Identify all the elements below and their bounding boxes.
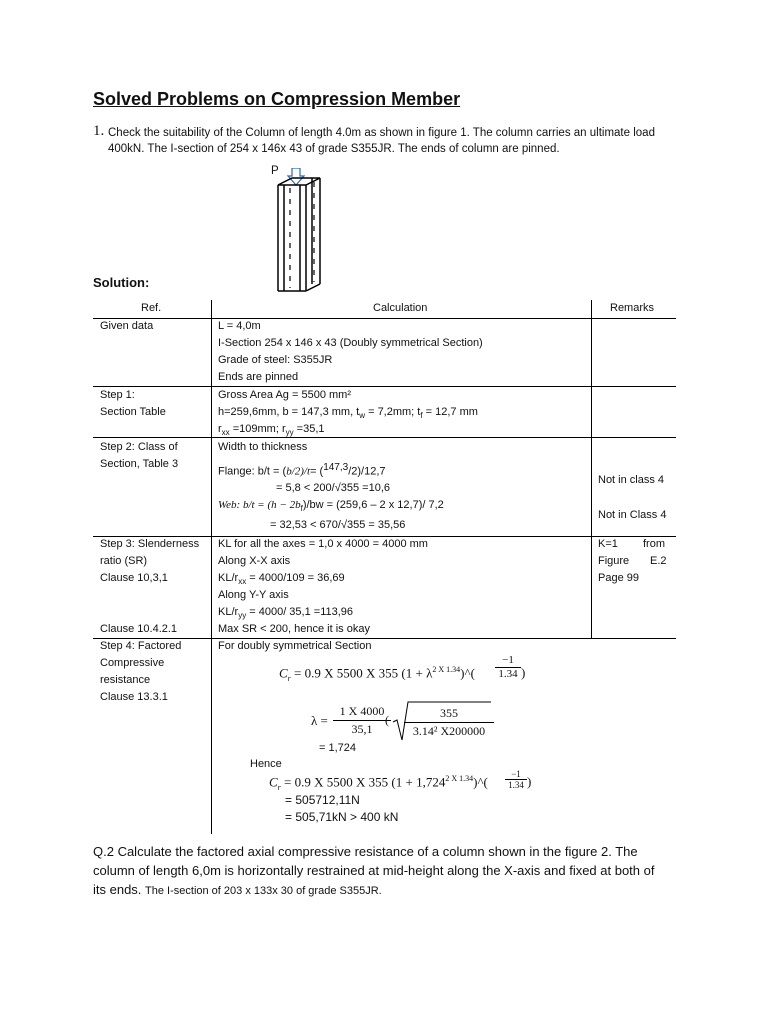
subscript: r xyxy=(277,782,281,792)
subscript: f xyxy=(420,411,423,421)
result-newtons: = 505712,11N xyxy=(285,793,360,807)
calc-text: h=259,6mm, b = 147,3 mm, t xyxy=(218,406,360,418)
calc-text: /2)/12,7 xyxy=(348,465,386,478)
fraction-numerator: 355 xyxy=(440,706,458,720)
calc-line: Along Y-Y axis xyxy=(218,589,289,601)
calc-text: KL/r xyxy=(218,606,239,618)
subscript: xx xyxy=(221,428,230,438)
subscript: f xyxy=(300,504,303,514)
lambda-label: λ = xyxy=(311,713,328,728)
calc-text: r xyxy=(218,423,222,435)
question-1-line-2: 400kN. The I-section of 254 x 146x 43 of grade S355JR. The ends of column are pinned. xyxy=(108,143,560,155)
resistance-formula xyxy=(279,665,475,683)
remark: from xyxy=(643,538,665,550)
calc-text: = 12,7 mm xyxy=(422,406,478,418)
question-1-line-1: Check the suitability of the Column of length 4.0m as shown in figure 1. The column carries an ultimate load xyxy=(108,127,655,139)
lambda-fraction xyxy=(333,703,391,738)
question-1-text xyxy=(108,125,698,157)
superscript: 2 X 1.34 xyxy=(432,665,461,674)
calc-text: = 4000/109 = 36,69 xyxy=(246,572,345,584)
ref-step2: Step 2: Class of xyxy=(100,441,178,453)
ref-step3: Step 3: Slenderness xyxy=(100,538,200,550)
header-remarks: Remarks xyxy=(610,302,655,314)
fraction-denominator: 1.34 xyxy=(495,667,521,681)
ref-clause: Clause 13.3.1 xyxy=(100,691,168,703)
resistance-formula-evaluated xyxy=(269,774,488,792)
calc-text: =109mm; r xyxy=(229,423,286,435)
ref-step4-sub: resistance xyxy=(100,674,151,686)
question-2-line-3 xyxy=(93,880,683,901)
web-result: = 32,53 < 670/√355 = 35,56 xyxy=(270,519,406,531)
table-divider xyxy=(591,300,592,638)
fraction-numerator: −1 xyxy=(511,769,521,779)
load-label: P xyxy=(271,165,279,177)
fraction-denominator: 1.34 xyxy=(505,779,527,790)
flange-result: = 5,8 < 200/√355 =10,6 xyxy=(276,482,390,494)
exponent-fraction xyxy=(495,654,521,681)
subscript: yy xyxy=(285,428,294,438)
math-text: = 0.9 X 5500 X 355 (1 + λ xyxy=(290,665,433,681)
calc-line: Grade of steel: S355JR xyxy=(218,354,333,366)
remark: K=1 xyxy=(598,538,618,550)
header-ref: Ref. xyxy=(141,302,162,314)
calc-line: For doubly symmetrical Section xyxy=(218,640,372,652)
calc-text: = ( xyxy=(310,465,324,478)
calc-line: L = 4,0m xyxy=(218,320,261,332)
math-text: b xyxy=(286,465,292,478)
calc-text: KL/r xyxy=(218,572,239,584)
math-text: 147,3 xyxy=(323,462,349,473)
table-divider xyxy=(211,300,212,834)
calc-text: =35,1 xyxy=(293,423,325,435)
calc-line: KL for all the axes = 1,0 x 4000 = 4000 mm xyxy=(218,538,428,550)
question-2-text-part: its ends. xyxy=(93,882,142,897)
result-kilonewtons: = 505,71kN > 400 kN xyxy=(285,810,399,824)
open-paren: ( xyxy=(385,713,389,727)
math-text: = 0.9 X 5500 X 355 (1 + 1,724 xyxy=(280,774,446,790)
solution-table xyxy=(93,300,676,834)
calc-text: Flange: b/t = ( xyxy=(218,465,287,478)
page-title: Solved Problems on Compression Member xyxy=(93,89,461,109)
ref-clause: Clause 10.4.2.1 xyxy=(100,623,178,635)
remark: Not in class 4 xyxy=(598,474,665,486)
question-number: 1. xyxy=(93,123,105,139)
ref-step3-sub: ratio (SR) xyxy=(100,555,148,567)
exponent-fraction xyxy=(505,769,527,790)
superscript: 2 X 1.34 xyxy=(445,774,474,783)
ref-step1: Step 1: xyxy=(100,389,135,401)
fraction-numerator: −1 xyxy=(502,654,514,666)
table-rule xyxy=(93,318,676,319)
fraction-numerator: 1 X 4000 xyxy=(339,704,385,718)
table-rule xyxy=(93,437,676,438)
math-text: )^( xyxy=(473,774,488,790)
table-rule xyxy=(93,386,676,387)
calc-line: Ends are pinned xyxy=(218,371,299,383)
close-paren: ) xyxy=(521,665,526,680)
calc-line: Width to thickness xyxy=(218,441,308,453)
solution-heading: Solution: xyxy=(93,275,150,290)
ref-step1-sub: Section Table xyxy=(100,406,166,418)
calc-text: = 4000/ 35,1 =113,96 xyxy=(246,606,354,618)
subscript: xx xyxy=(238,577,247,587)
lambda-result: = 1,724 xyxy=(319,742,357,754)
question-2-line-1: Q.2 Calculate the factored axial compressive resistance of a column shown in the figure 2. The xyxy=(93,844,638,859)
calc-line: I-Section 254 x 146 x 43 (Doubly symmetrical Section) xyxy=(218,337,483,349)
fraction-denominator: 35,1 xyxy=(333,720,391,738)
remark: E.2 xyxy=(650,555,667,567)
calc-text: = 7,2mm; t xyxy=(365,406,421,418)
radical-fraction xyxy=(404,705,494,740)
math-text: C xyxy=(279,665,288,681)
close-paren: ) xyxy=(527,774,532,789)
remark: Not in Class 4 xyxy=(598,509,667,521)
math-text: Web: b/t = (h − 2b xyxy=(218,499,301,511)
web-ratio xyxy=(218,497,444,517)
ref-clause: Clause 10,3,1 xyxy=(100,572,168,584)
math-text: /2)/t xyxy=(291,465,311,478)
question-2-text xyxy=(93,842,683,901)
calc-text: )/bw = (259,6 – 2 x 12,7)/ 7,2 xyxy=(302,499,444,511)
flange-ratio xyxy=(218,459,386,481)
subscript: w xyxy=(359,411,366,421)
subscript: yy xyxy=(238,611,247,621)
math-text: )^( xyxy=(460,665,475,681)
ref-given: Given data xyxy=(100,320,154,332)
subscript: r xyxy=(287,673,291,683)
calc-line: Gross Area Ag = 5500 mm² xyxy=(218,389,351,401)
calc-line: Along X-X axis xyxy=(218,555,291,567)
calc-line: Max SR < 200, hence it is okay xyxy=(218,623,370,635)
column-figure xyxy=(262,168,342,303)
question-2-text-part: The I-section of 203 x 133x 30 of grade S355JR. xyxy=(145,885,382,897)
fraction-denominator: 3.14² X200000 xyxy=(404,722,494,740)
ref-step4-sub: Compressive xyxy=(100,657,165,669)
ref-step2-sub: Section, Table 3 xyxy=(100,458,179,470)
header-calculation: Calculation xyxy=(373,302,428,314)
math-text: C xyxy=(269,774,278,790)
remark: Figure xyxy=(598,555,630,567)
question-2-line-2: column of length 6,0m is horizontally restrained at mid-height along the X-axis and fixed at both of xyxy=(93,863,655,878)
remark: Page 99 xyxy=(598,572,639,584)
hence-label: Hence xyxy=(250,758,282,770)
ref-step4: Step 4: Factored xyxy=(100,640,182,652)
